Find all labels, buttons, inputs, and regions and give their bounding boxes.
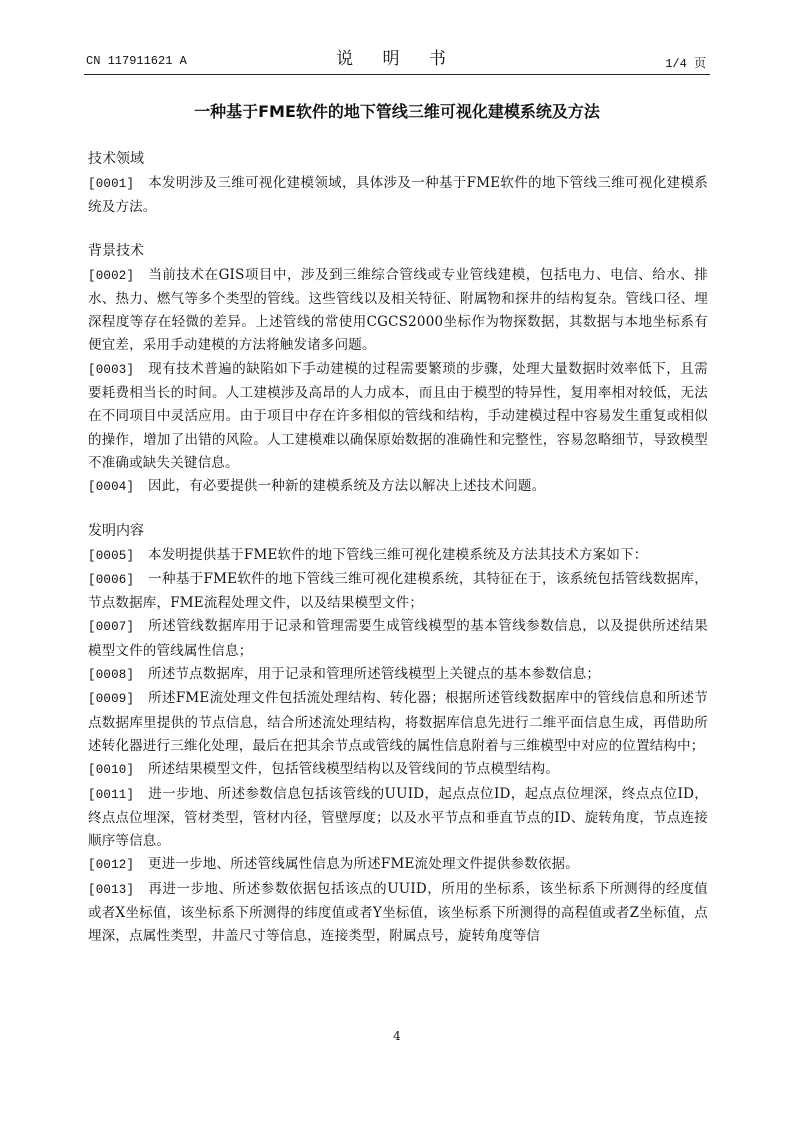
- paragraph-number: [0002]: [88, 268, 135, 283]
- paragraph-text: 一种基于FME软件的地下管线三维可视化建模系统，其特征在于，该系统包括管线数据库，节点数据库，FME流程处理文件，以及结果模型文件；: [88, 570, 708, 612]
- paragraph-text: 现有技术普遍的缺陷如下手动建模的过程需要繁琐的步骤，处理大量数据时效率低下，且需要耗费相当长的时间。人工建模涉及高昂的人力成本，而且由于模型的特异性，复用率相对较低，无法在不同项目中灵活应用。由于项目中存在许多相似的管线和结构，手动建模过程中容易发生重复或相似的操作，增加了出错的风险。人工建模难以确保原始数据的准确性和完整性，容易忽略细节，导致模型不准确或缺失关键信息。: [88, 360, 708, 471]
- paragraph-text: 当前技术在GIS项目中，涉及到三维综合管线或专业管线建模，包括电力、电信、给水、排水、热力、燃气等多个类型的管线。这些管线以及相关特征、附属物和探井的结构复杂。管线口径、埋深程度等存在轻微的差异。上述管线的常使用CGCS2000坐标作为物探数据，其数据与本地坐标系有便宜差，采用手动建模的方法将触发诸多问题。: [88, 266, 708, 354]
- paragraph: [88, 758, 708, 782]
- paragraph-text: 再进一步地、所述参数依据包括该点的UUID，所用的坐标系，该坐标系下所测得的经度值或者X坐标值，该坐标系下所测得的纬度值或者Y坐标值，该坐标系下所测得的高程值或者Z坐标值，点埋深，点属性类型，井盖尺寸等信息，连接类型，附属点号，旋转角度等信: [88, 880, 708, 945]
- paragraph: [88, 783, 708, 854]
- page-number: 4: [393, 1029, 401, 1043]
- paragraph-number: [0010]: [88, 763, 135, 778]
- paragraph-number: [0012]: [88, 858, 135, 873]
- paragraph: [88, 475, 708, 499]
- publication-number: CN 117911621 A: [86, 54, 187, 68]
- paragraph-number: [0013]: [88, 882, 135, 897]
- paragraph-number: [0004]: [88, 480, 135, 495]
- paragraph-text: 进一步地、所述参数信息包括该管线的UUID，起点点位ID，起点点位埋深，终点点位ID，终点点位埋深，管材类型，管材内径，管壁厚度；以及水平节点和垂直节点的ID、旋转角度，节点连接顺序等信息。: [88, 785, 708, 850]
- document-type: 说 明 书: [336, 49, 458, 69]
- paragraph: [88, 615, 708, 663]
- paragraph: [88, 853, 708, 877]
- paragraph-number: [0011]: [88, 787, 135, 802]
- paragraph-number: [0006]: [88, 572, 135, 587]
- paragraph-text: 本发明提供基于FME软件的地下管线三维可视化建模系统及方法其技术方案如下：: [148, 546, 648, 563]
- section-heading: 技术领域: [88, 151, 144, 167]
- paragraph-number: [0001]: [88, 177, 135, 191]
- section-heading: 背景技术: [88, 242, 144, 259]
- paragraph-text: 更进一步地、所述管线属性信息为所述FME流处理文件提供参数依据。: [148, 856, 579, 873]
- section-heading: 发明内容: [88, 522, 144, 539]
- paragraph-number: [0008]: [88, 668, 135, 683]
- paragraph-number: [0007]: [88, 620, 135, 635]
- paragraph: [88, 663, 708, 687]
- paragraph-text: 所述FME流处理文件包括流处理结构、转化器；根据所述管线数据库中的管线信息和所述节点数据库里提供的节点信息，结合所述流处理结构，将数据库信息先进行二维平面信息生成，再借助所述转化器进行三维化处理，最后在把其余节点或管线的属性信息附着与三维模型中对应的位置结构中；: [88, 690, 708, 754]
- paragraph-number: [0009]: [88, 692, 135, 707]
- document-title: 一种基于FME软件的地下管线三维可视化建模系统及方法: [194, 102, 600, 121]
- paragraph-number: [0005]: [88, 548, 135, 563]
- paragraph: [88, 544, 708, 568]
- document-body: [88, 146, 708, 949]
- paragraph: [88, 358, 708, 475]
- paragraph: [88, 687, 708, 758]
- page-indicator: 1/4 页: [665, 57, 706, 71]
- paragraph: [88, 172, 708, 220]
- paragraph-number: [0003]: [88, 362, 135, 377]
- paragraph-text: 本发明涉及三维可视化建模领域，具体涉及一种基于FME软件的地下管线三维可视化建模系统及方法。: [88, 175, 708, 216]
- paragraph: [88, 568, 708, 616]
- paragraph-text: 所述结果模型文件，包括管线模型结构以及管线间的节点模型结构。: [148, 761, 559, 778]
- paragraph: [88, 878, 708, 949]
- paragraph-text: 所述管线数据库用于记录和管理需要生成管线模型的基本管线参数信息，以及提供所述结果模型文件的管线属性信息；: [88, 618, 708, 659]
- paragraph-text: 因此，有必要提供一种新的建模系统及方法以解决上述技术问题。: [148, 478, 546, 495]
- paragraph: [88, 264, 708, 358]
- paragraph-text: 所述节点数据库，用于记录和管理所述管线模型上关键点的基本参数信息；: [148, 666, 601, 683]
- header-rule: [84, 74, 710, 75]
